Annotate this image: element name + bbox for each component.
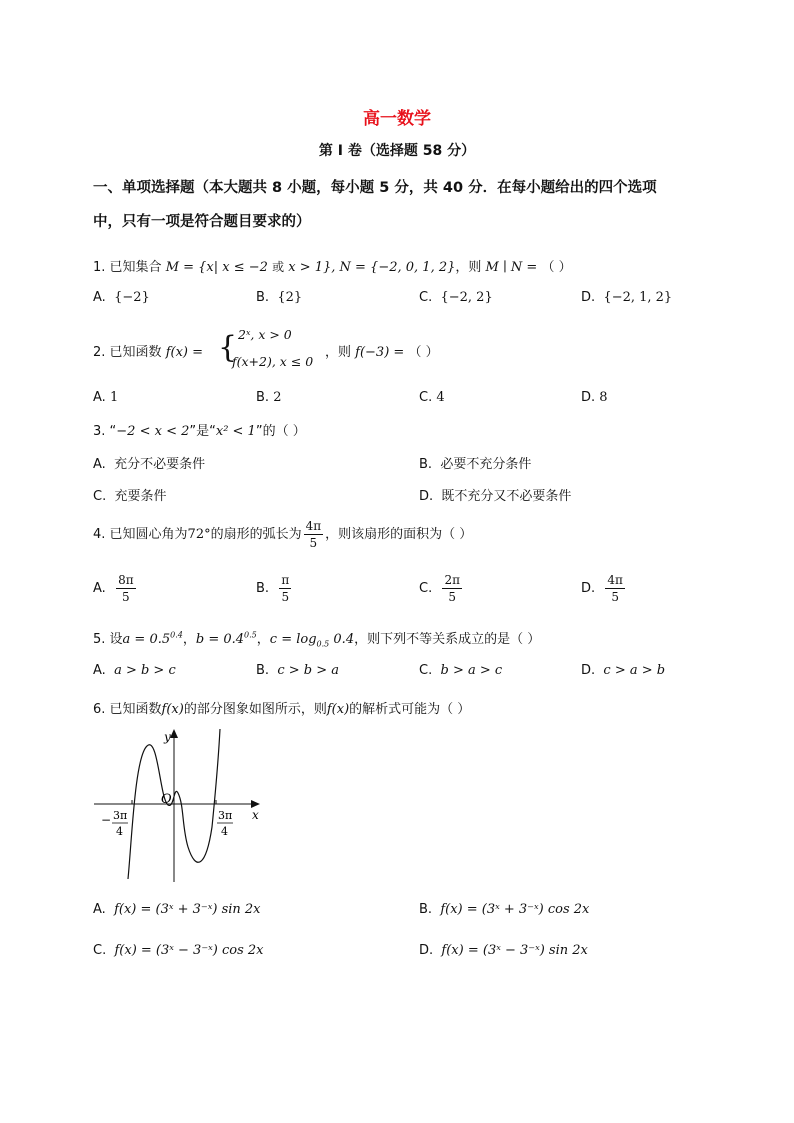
q1-or-text: 或 (272, 260, 285, 274)
left-tick-denominator: 4 (116, 825, 123, 838)
y-axis-label: y (164, 730, 171, 744)
question-5-stem: 5. 设$a = 0.5^{0.4}$，$b = 0.4^{0.5}$，$c = \log_{0.5} 0.4$，则下列不等关系成立的是（ ） (93, 630, 541, 649)
q3-tail-text: ”的（ ） (255, 424, 306, 439)
q5-c-def: $c = \log_{0.5} 0.4$ (269, 632, 355, 649)
q5-b-def: $b = 0.4^{0.5}$ (195, 630, 257, 647)
q1-set-n: x > 1}, N = {−2, 0, 1, 2} (288, 260, 456, 275)
q2-answer-blank: （ ） (408, 345, 439, 360)
q6-function-name: f(x) (161, 702, 184, 717)
section-heading-line1: 一、单项选择题（本大题共 8 小题，每小题 5 分，共 40 分．在每小题给出的四个选项 (93, 180, 657, 196)
q2-brace: { (218, 330, 238, 365)
part-heading: 第 I 卷（选择题 58 分） (318, 143, 476, 159)
q1-expression: M ∣ N = (485, 260, 538, 275)
q3-stem-text: 3. “ (93, 424, 117, 439)
question-2-stem-tail (325, 341, 439, 360)
q4-tail-text: ，则该扇形的面积为（ ） (325, 527, 473, 542)
question-2-stem-lead (93, 341, 203, 360)
q4-option-a: A. $\frac{8\pi}{5}$ (93, 573, 134, 604)
q3-is-text: ”是“ (189, 424, 216, 439)
q3-option-a: A. 充分不必要条件 (93, 457, 206, 472)
q6-option-d: D. f(x) = (3ˣ − 3⁻ˣ) sin 2x (419, 943, 588, 958)
q1-stem-text: 1. 已知集合 (93, 260, 162, 275)
q6-tail-text: 的解析式可能为（ ） (349, 702, 471, 717)
q5-option-a: A. a > b > c (93, 663, 176, 678)
q1-option-c: C. {−2, 2} (419, 290, 493, 305)
q1-option-d: D. {−2, 1, 2} (581, 290, 673, 305)
y-axis-arrow-icon (170, 729, 178, 738)
q3-condition-b: x² < 1 (215, 424, 256, 439)
q6-function-graph (88, 727, 268, 887)
q2-option-b: B. 2 (256, 390, 282, 405)
q4-angle: 72° (187, 527, 211, 542)
q3-option-b: B. 必要不充分条件 (419, 457, 532, 472)
x-axis-arrow-icon (251, 800, 260, 808)
q5-stem-text: 5. 设 (93, 632, 123, 647)
q1-set-m: M = {x| x ≤ −2 (165, 260, 268, 275)
q2-stem-text: 2. 已知函数 (93, 345, 162, 360)
page-title: 高一数学 (363, 109, 431, 129)
q2-case-1: 2ˣ, x > 0 (238, 327, 292, 342)
q2-option-a: A. 1 (93, 390, 119, 405)
q3-option-c: C. 充要条件 (93, 489, 167, 504)
q5-tail-text: ，则下列不等关系成立的是（ ） (354, 632, 541, 647)
q2-expression: f(−3) = (355, 345, 405, 360)
q1-answer-blank: （ ） (541, 260, 572, 275)
q6-function-name-2: f(x) (326, 702, 350, 717)
q2-then-text: ，则 (325, 345, 352, 360)
section-heading-line2: 中，只有一项是符合题目要求的） (93, 214, 311, 230)
left-tick-sign: − (101, 813, 112, 827)
q1-option-b: B. {2} (256, 290, 303, 305)
q6-stem-text: 6. 已知函数 (93, 702, 162, 717)
q6-option-a: A. f(x) = (3ˣ + 3⁻ˣ) sin 2x (93, 902, 261, 917)
q1-option-a: A. {−2} (93, 290, 150, 305)
x-axis-label: x (252, 808, 259, 822)
q3-option-d: D. 既不充分又不必要条件 (419, 489, 572, 504)
q5-option-d: D. c > a > b (581, 663, 666, 678)
question-6-stem (93, 698, 470, 717)
q6-option-b: B. f(x) = (3ˣ + 3⁻ˣ) cos 2x (419, 902, 590, 917)
q1-then-text: ，则 (455, 260, 482, 275)
q5-a-def: $a = 0.5^{0.4}$ (122, 630, 183, 647)
question-3-stem (93, 420, 306, 439)
q2-option-c: C. 4 (419, 390, 445, 405)
origin-label: O (161, 792, 172, 807)
q4-option-d: D. $\frac{4\pi}{5}$ (581, 573, 623, 604)
q4-arc-fraction: $\frac{4\pi}{5}$ (305, 519, 322, 550)
left-tick-numerator: 3π (113, 809, 128, 822)
q2-option-d: D. 8 (581, 390, 608, 405)
question-1-stem (93, 256, 572, 275)
q4-arc-text: 的扇形的弧长为 (210, 527, 302, 542)
q3-condition-a: −2 < x < 2 (116, 424, 190, 439)
q2-function-name: f(x) = (165, 345, 203, 360)
q2-case-2: f(x+2), x ≤ 0 (232, 354, 314, 369)
right-tick-denominator: 4 (221, 825, 228, 838)
q6-mid-text: 的部分图象如图所示，则 (183, 702, 327, 717)
q5-option-c: C. b > a > c (419, 663, 503, 678)
q4-option-c: C. $\frac{2\pi}{5}$ (419, 573, 461, 604)
q4-stem-text: 4. 已知圆心角为 (93, 527, 188, 542)
q5-option-b: B. c > b > a (256, 663, 339, 678)
q6-option-c: C. f(x) = (3ˣ − 3⁻ˣ) cos 2x (93, 943, 264, 958)
right-tick-numerator: 3π (218, 809, 233, 822)
q4-option-b: B. $\frac{\pi}{5}$ (256, 573, 290, 604)
question-4-stem (93, 518, 472, 551)
